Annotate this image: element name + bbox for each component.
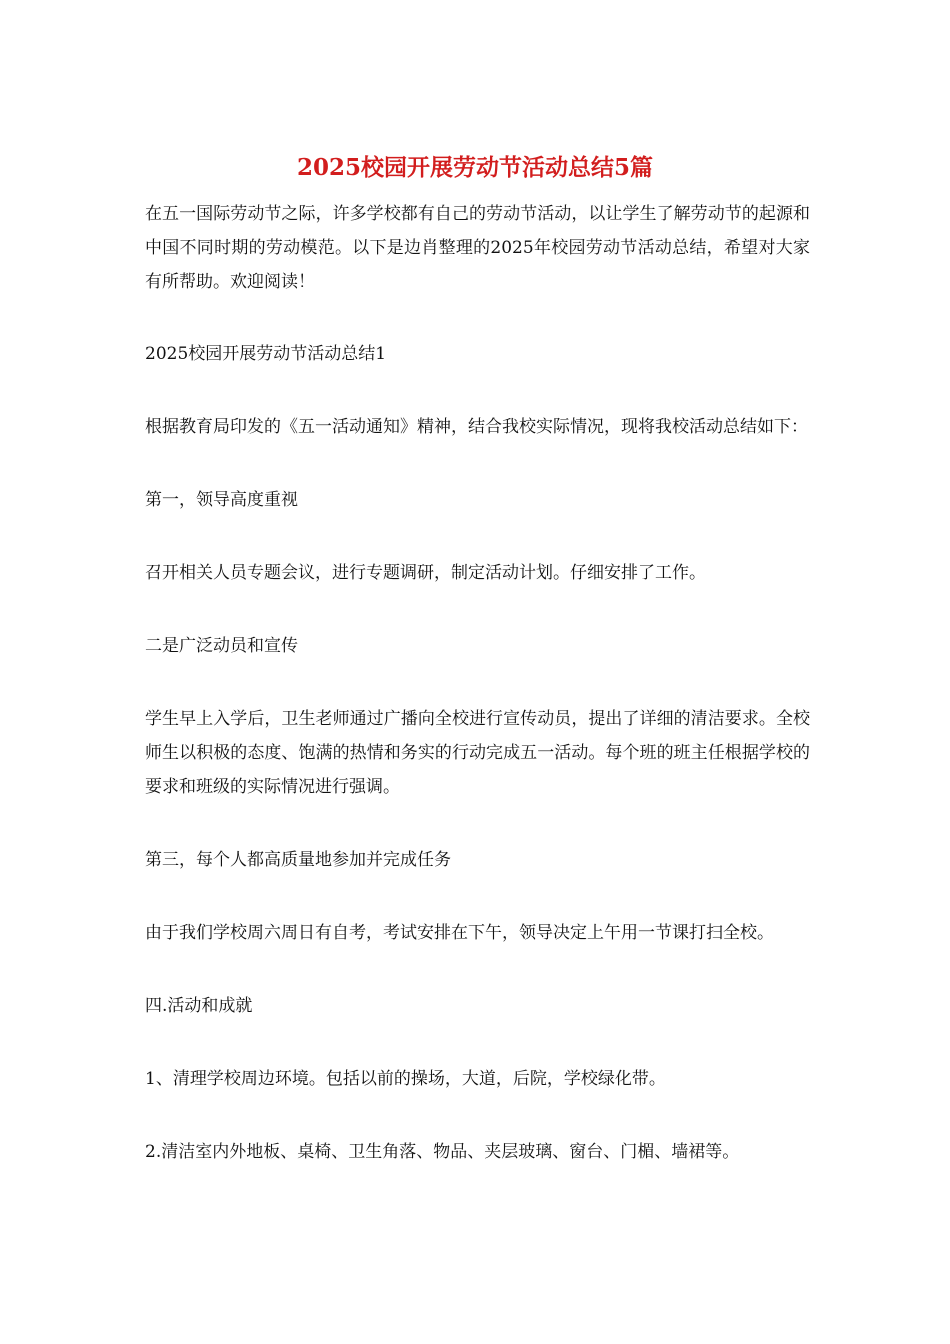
document-title: 2025校园开展劳动节活动总结5篇 <box>296 154 654 181</box>
list-item: 1、清理学校周边环境。包括以前的操场，大道，后院，学校绿化带。 <box>145 1069 666 1089</box>
paragraph: 根据教育局印发的《五一活动通知》精神，结合我校实际情况，现将我校活动总结如下： <box>145 417 808 437</box>
sub-heading: 二是广泛动员和宣传 <box>145 636 298 656</box>
sub-heading: 四.活动和成就 <box>145 996 253 1016</box>
paragraph: 由于我们学校周六周日有自考，考试安排在下午，领导决定上午用一节课打扫全校。 <box>145 923 774 943</box>
intro-paragraph: 在五一国际劳动节之际，许多学校都有自己的劳动节活动，以让学生了解劳动节的起源和中国不同时期的劳动模范。以下是边肖整理的2025年校园劳动节活动总结，希望对大家有所帮助。欢迎阅读！ <box>145 204 810 292</box>
sub-heading: 第一，领导高度重视 <box>145 490 298 510</box>
document-body <box>145 197 810 1169</box>
paragraph: 学生早上入学后，卫生老师通过广播向全校进行宣传动员，提出了详细的清洁要求。全校师生以积极的态度、饱满的热情和务实的行动完成五一活动。每个班的班主任根据学校的要求和班级的实际情况进行强调。 <box>145 709 810 797</box>
paragraph: 召开相关人员专题会议，进行专题调研，制定活动计划。仔细安排了工作。 <box>145 563 706 583</box>
section-heading-1: 2025校园开展劳动节活动总结1 <box>145 344 387 364</box>
list-item: 2.清洁室内外地板、桌椅、卫生角落、物品、夹层玻璃、窗台、门楣、墙裙等。 <box>145 1142 740 1162</box>
sub-heading: 第三，每个人都高质量地参加并完成任务 <box>145 850 451 870</box>
